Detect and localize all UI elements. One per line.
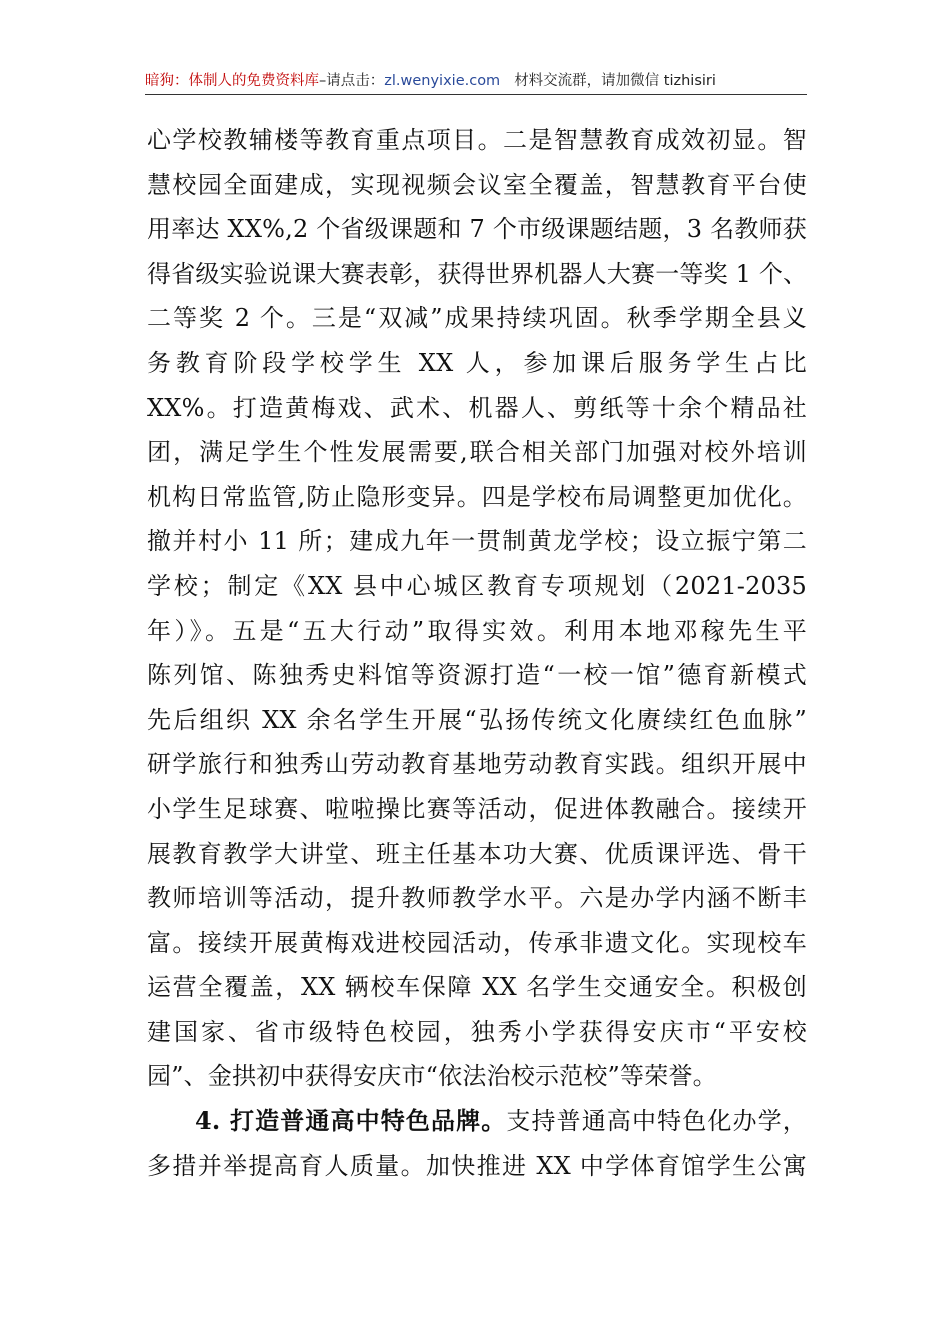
text-line: 慧校园全面建成，实现视频会议室全覆盖，智慧教育平台使	[147, 170, 807, 199]
text-line	[147, 1099, 807, 1144]
header-click-label: –请点击：	[319, 73, 385, 89]
text-line: 教师培训等活动，提升教师教学水平。六是办学内涵不断丰	[147, 884, 807, 913]
text-run: 支持普通高中特色化办学，	[506, 1107, 807, 1136]
header-url-link[interactable]: zl.wenyixie.com	[384, 73, 501, 89]
text-line: 展教育教学大讲堂、班主任基本功大赛、优质课评选、骨干	[147, 839, 807, 868]
text-line: 富。接续开展黄梅戏进校园活动，传承非遗文化。实现校车	[147, 928, 807, 957]
paragraph-2	[147, 1099, 807, 1188]
page-header	[145, 70, 807, 92]
paragraph-1	[147, 118, 807, 1099]
text-line: 二等奖 2 个。三是“双减”成果持续巩固。秋季学期全县义	[147, 304, 807, 333]
text-line: 学校；制定《XX 县中心城区教育专项规划（2021-2035	[147, 571, 807, 600]
text-line: 年）》。五是“五大行动”取得实效。利用本地邓稼先生平	[147, 616, 807, 645]
header-wechat-text: 材料交流群，请加微信 tizhisiri	[514, 73, 716, 89]
text-line: 撤并村小 11 所；建成九年一贯制黄龙学校；设立振宁第二	[147, 527, 807, 556]
text-line: 用率达 XX%,2 个省级课题和 7 个市级课题结题，3 名教师获	[147, 215, 807, 244]
header-site-label: 暗狗：体制人的免费资料库	[145, 73, 319, 89]
text-line: 先后组织 XX 余名学生开展“弘扬传统文化赓续红色血脉”	[147, 705, 807, 734]
text-line: 团，满足学生个性发展需要,联合相关部门加强对校外培训	[147, 438, 807, 467]
text-line: XX%。打造黄梅戏、武术、机器人、剪纸等十余个精品社	[147, 393, 807, 422]
document-body	[147, 118, 807, 1188]
text-line: 研学旅行和独秀山劳动教育基地劳动教育实践。组织开展中	[147, 750, 807, 779]
text-line: 多措并举提高育人质量。加快推进 XX 中学体育馆学生公寓	[147, 1151, 807, 1180]
text-line: 陈列馆、陈独秀史料馆等资源打造“一校一馆”德育新模式	[147, 661, 807, 690]
text-line: 园”、金拱初中获得安庆市“依法治校示范校”等荣誉。	[147, 1062, 717, 1091]
text-line: 机构日常监管,防止隐形变异。四是学校布局调整更加优化。	[147, 482, 807, 511]
text-line: 务教育阶段学校学生 XX 人，参加课后服务学生占比	[147, 348, 807, 377]
text-line: 小学生足球赛、啦啦操比赛等活动，促进体教融合。接续开	[147, 794, 807, 823]
text-line: 心学校教辅楼等教育重点项目。二是智慧教育成效初显。智	[147, 126, 807, 154]
text-line: 运营全覆盖，XX 辆校车保障 XX 名学生交通安全。积极创	[147, 973, 807, 1002]
header-divider	[145, 94, 807, 95]
text-line: 得省级实验说课大赛表彰，获得世界机器人大赛一等奖 1 个、	[147, 259, 807, 288]
section-heading: 4. 打造普通高中特色品牌。	[195, 1106, 507, 1136]
text-line: 建国家、省市级特色校园，独秀小学获得安庆市“平安校	[147, 1017, 807, 1046]
